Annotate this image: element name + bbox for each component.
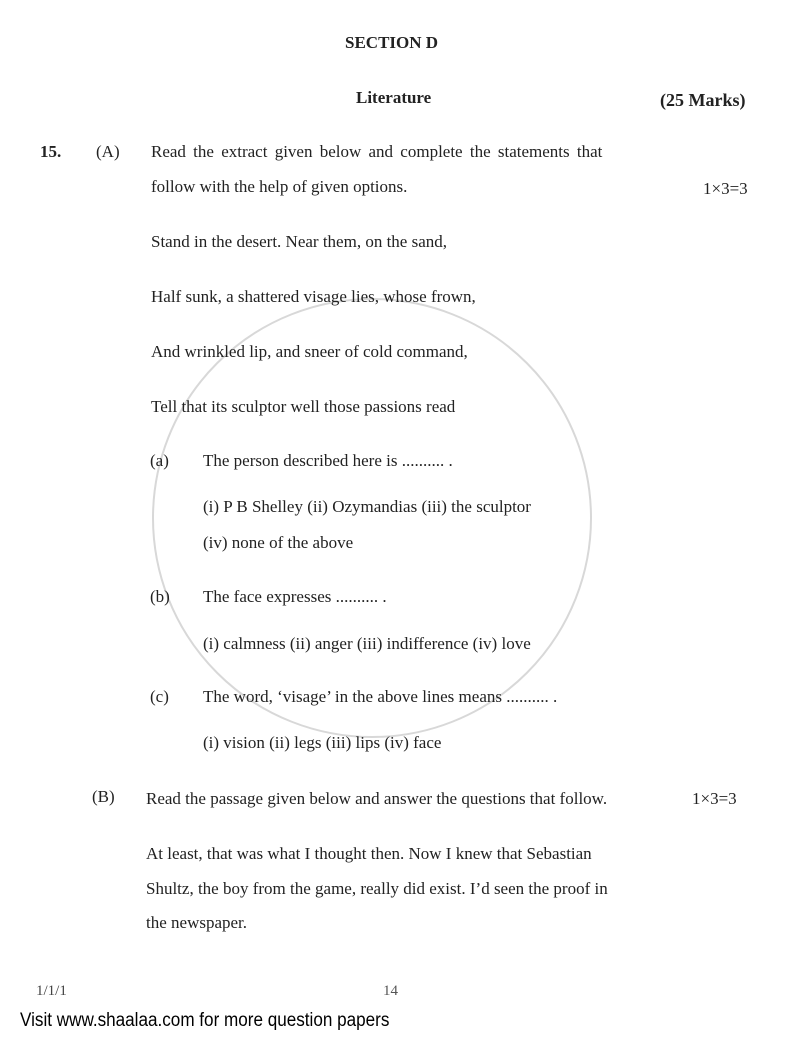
section-title: SECTION D bbox=[345, 33, 439, 52]
item-label: (c) bbox=[150, 687, 169, 706]
section-marks: (25 Marks) bbox=[660, 90, 746, 110]
watermark-circle bbox=[152, 298, 592, 738]
poem-line: Tell that its sculptor well those passions read bbox=[151, 397, 456, 416]
part-b-marks: 1×3=3 bbox=[692, 789, 737, 808]
poem-line: And wrinkled lip, and sneer of cold command, bbox=[151, 342, 468, 361]
item-options: (iv) none of the above bbox=[203, 533, 354, 552]
question-number: 15. bbox=[40, 142, 62, 161]
promo-banner: Visit www.shaalaa.com for more question papers bbox=[20, 1010, 390, 1031]
paper-code: 1/1/1 bbox=[36, 983, 67, 999]
item-options: (i) P B Shelley (ii) Ozymandias (iii) the sculptor bbox=[203, 497, 531, 516]
passage-line: the newspaper. bbox=[146, 913, 248, 932]
item-question: The person described here is .......... . bbox=[203, 451, 453, 470]
page-number: 14 bbox=[383, 983, 398, 999]
part-b-label: (B) bbox=[92, 787, 115, 806]
part-a-instruction-2: follow with the help of given options. bbox=[151, 177, 408, 196]
item-label: (a) bbox=[150, 451, 169, 470]
poem-line: Half sunk, a shattered visage lies, whose frown, bbox=[151, 287, 476, 306]
part-a-label: (A) bbox=[96, 142, 120, 161]
part-a-marks: 1×3=3 bbox=[703, 179, 748, 198]
subject-title: Literature bbox=[356, 88, 432, 107]
item-label: (b) bbox=[150, 587, 170, 606]
part-b-instruction: Read the passage given below and answer the questions that follow. bbox=[146, 789, 608, 808]
item-options: (i) calmness (ii) anger (iii) indifference (iv) love bbox=[203, 634, 531, 653]
item-options: (i) vision (ii) legs (iii) lips (iv) face bbox=[203, 733, 442, 752]
item-question: The face expresses .......... . bbox=[203, 587, 387, 606]
passage-line: At least, that was what I thought then. Now I knew that Sebastian bbox=[146, 844, 592, 863]
part-a-instruction: Read the extract given below and complete the statements that bbox=[151, 142, 603, 161]
passage-line: Shultz, the boy from the game, really did exist. I’d seen the proof in bbox=[146, 879, 608, 898]
poem-line: Stand in the desert. Near them, on the sand, bbox=[151, 232, 448, 251]
item-question: The word, ‘visage’ in the above lines means .......... . bbox=[203, 687, 558, 706]
